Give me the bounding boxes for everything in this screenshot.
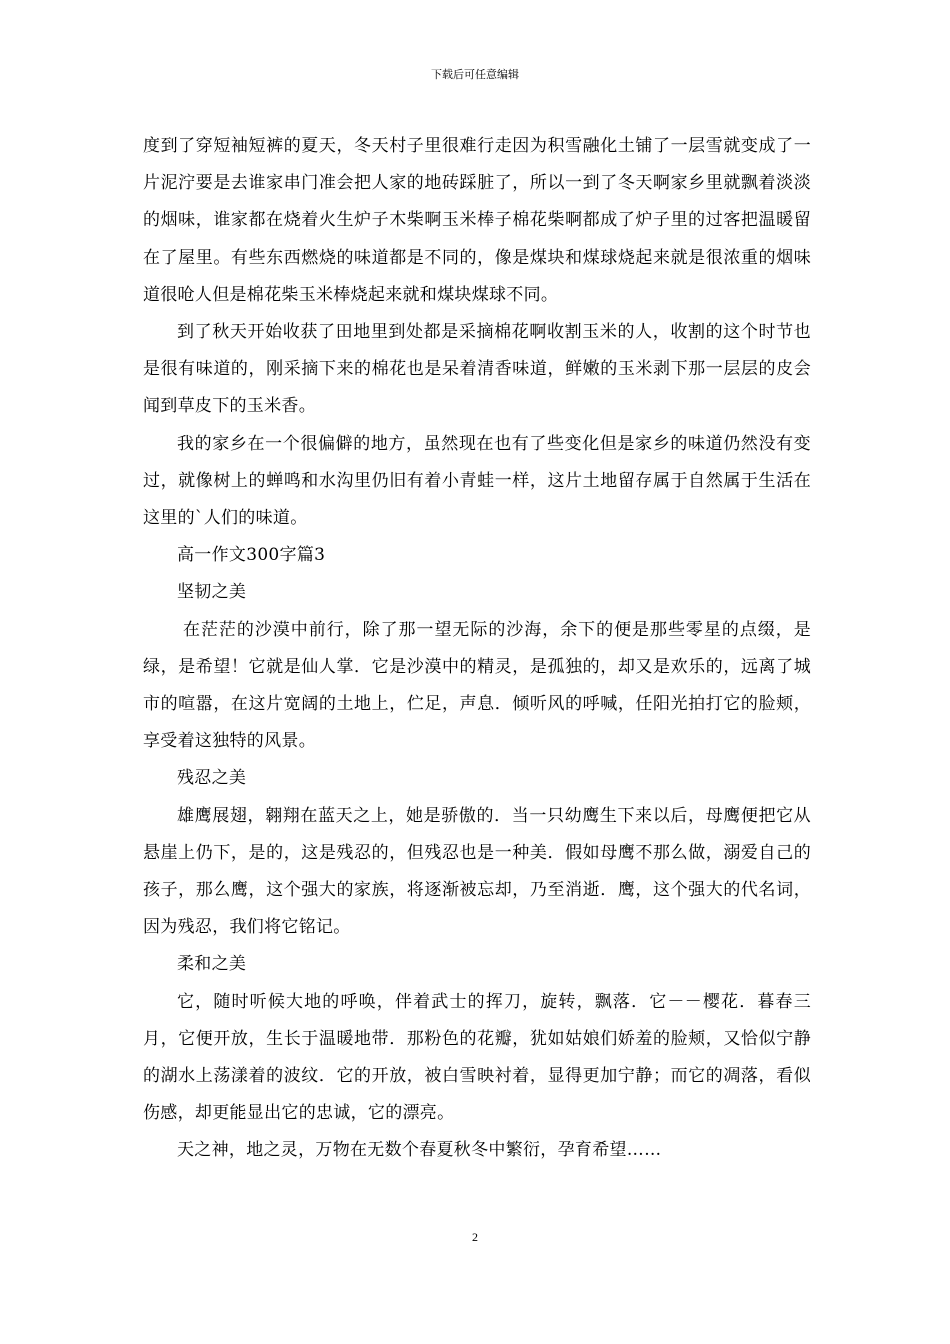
section-heading-gentleness: 柔和之美 <box>177 954 247 975</box>
paragraph-sakura: 它，随时听候大地的呼唤，伴着武士的挥刀，旋转，飘落．它－－樱花．暮春三月，它便开放，生长于温暖地带．那粉色的花瓣，犹如姑娘们娇羞的脸颊，又恰似宁静的湖水上荡漾着的波纹．它的开放，被白雪映衬着，显得更加宁静；而它的凋落，看似伤感，却更能显出它的忠诚，它的漂亮。 <box>143 991 811 1124</box>
paragraph-closing: 天之神，地之灵，万物在无数个春夏秋冬中繁衍，孕育希望…… <box>177 1140 662 1161</box>
essay-title: 高一作文300字篇3 <box>177 545 326 566</box>
section-heading-resilience: 坚韧之美 <box>177 582 247 603</box>
paragraph-winter: 度到了穿短袖短裤的夏天，冬天村子里很难行走因为积雪融化土铺了一层雪就变成了一片泥泞要是去谁家串门准会把人家的地砖踩脏了，所以一到了冬天啊家乡里就飘着淡淡的烟味，谁家都在烧着火生炉子木柴啊玉米棒子棉花柴啊都成了炉子里的过客把温暖留在了屋里。有些东西燃烧的味道都是不同的，像是煤块和煤球烧起来就是很浓重的烟味道很呛人但是棉花柴玉米棒烧起来就和煤块煤球不同。 <box>143 136 811 305</box>
page-header: 下载后可任意编辑 <box>431 68 519 81</box>
section-heading-cruelty: 残忍之美 <box>177 768 247 789</box>
page-number: 2 <box>472 1230 478 1244</box>
paragraph-autumn: 到了秋天开始收获了田地里到处都是采摘棉花啊收割玉米的人，收割的这个时节也是很有味道的，刚采摘下来的棉花也是呆着清香味道，鲜嫩的玉米剥下那一层层的皮会闻到草皮下的玉米香。 <box>143 322 811 417</box>
document-body <box>143 128 811 1170</box>
paragraph-hometown: 我的家乡在一个很偏僻的地方，虽然现在也有了些变化但是家乡的味道仍然没有变过，就像树上的蝉鸣和水沟里仍旧有着小青蛙一样，这片土地留存属于自然属于生活在这里的`人们的味道。 <box>143 433 811 529</box>
paragraph-cactus: 在茫茫的沙漠中前行，除了那一望无际的沙海，余下的便是那些零星的点缀，是绿，是希望！它就是仙人掌．它是沙漠中的精灵，是孤独的，却又是欢乐的，远离了城市的喧嚣，在这片宽阔的土地上，伫足，声息．倾听风的呼喊，任阳光拍打它的脸颊，享受着这独特的风景。 <box>143 619 811 752</box>
paragraph-eagle: 雄鹰展翅，翱翔在蓝天之上，她是骄傲的．当一只幼鹰生下来以后，母鹰便把它从悬崖上仍下，是的，这是残忍的，但残忍也是一种美．假如母鹰不那么做，溺爱自己的孩子，那么鹰，这个强大的家族，将逐渐被忘却，乃至消逝．鹰，这个强大的代名词，因为残忍，我们将它铭记。 <box>143 805 811 938</box>
